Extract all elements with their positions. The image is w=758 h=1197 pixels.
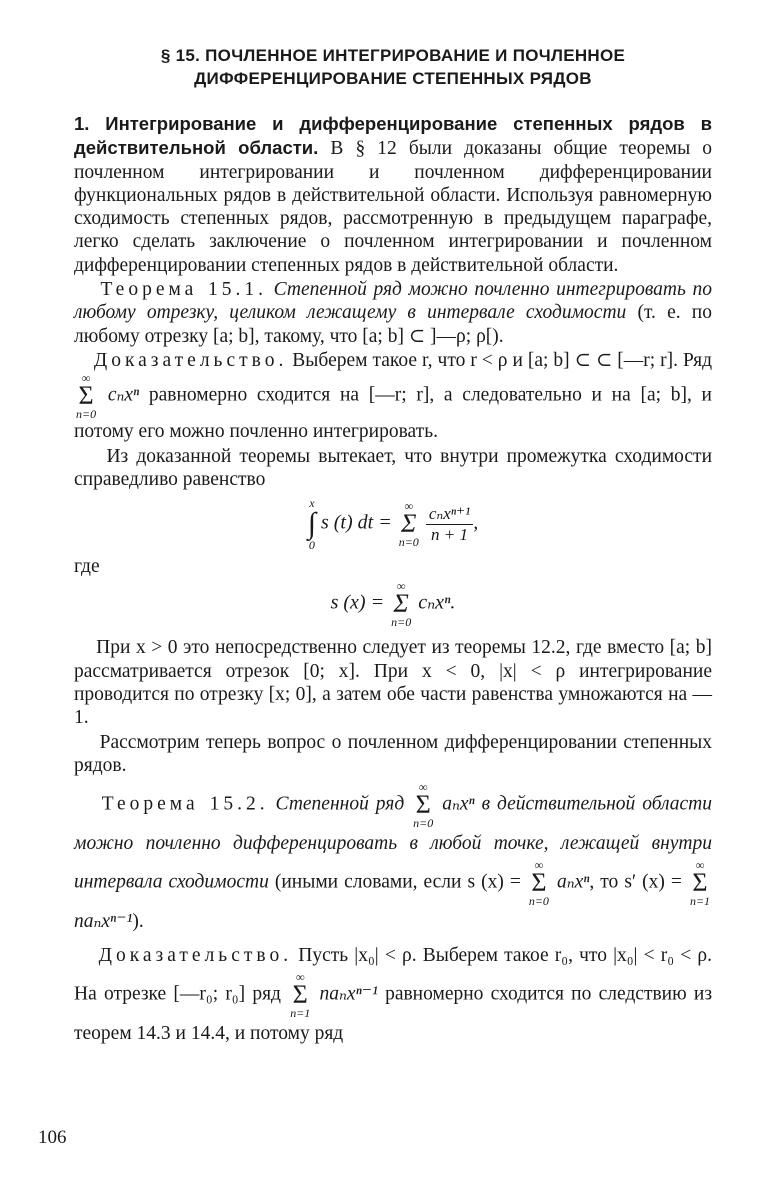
paragraph-section1 xyxy=(74,112,712,277)
formula-sx: s (x) = ∞ Σ n=0 cₙxⁿ. xyxy=(330,579,456,630)
theorem-15-2: Теорема 15.2. Степенной ряд ∞ Σ n=0 aₙxⁿ в действительной области можно почленно дифференцировать в любой точке, лежащей внутри интервала сходимости (иными словами, если s (x) = ∞ Σ n=0 aₙxⁿ, то s′ (x) = ∞ Σ n=1 naₙxⁿ⁻¹). xyxy=(74,780,713,933)
section1-text: В § 12 были доказаны общие теоремы о почленном интегрировании и почленном дифференцировании функциональных рядов в действительной области. Используя равномерную сходимость степенных рядов, рассмотренную в предыдущем параграфе, легко сделать заключение о почленном интегрировании и почленном дифференцировании степенных рядов в действительной области. xyxy=(74,138,712,276)
integral-sign: x ∫ 0 xyxy=(307,496,316,553)
proof2-label: Доказательство. xyxy=(98,945,293,967)
sum-sign: ∞ Σ n=1 xyxy=(689,858,711,909)
proof1-text3: равномерно сходится на [—r; r], а следовательно и на [a; b], и потому его можно почленно интегрировать. xyxy=(74,384,712,443)
section1-title: 1. Интегрирование и дифференцирование степенных рядов в действительной области. xyxy=(74,113,712,159)
sum-sign: ∞ Σ n=0 xyxy=(391,579,412,630)
sum-sign: ∞ Σ n=0 xyxy=(413,780,434,831)
paragraph-consequence: Из доказанной теоремы вытекает, что внутри промежутка сходимости справедливо равенство xyxy=(74,445,713,490)
theorem-15-1 xyxy=(74,278,712,348)
page-number: 106 xyxy=(38,1127,67,1148)
proof1-label: Доказательство. xyxy=(93,349,288,371)
page-body xyxy=(74,44,712,1049)
heading-line-2: ДИФФЕРЕНЦИРОВАНИЕ СТЕПЕННЫХ РЯДОВ xyxy=(194,69,592,88)
heading-line-1: § 15. ПОЧЛЕННОЕ ИНТЕГРИРОВАНИЕ И ПОЧЛЕННОЕ xyxy=(160,46,626,65)
fraction: $\frac{\text{cₙxⁿ⁺¹}}{n + 1}$ xyxy=(426,504,473,545)
paragraph-differentiation: Рассмотрим теперь вопрос о почленном дифференцировании степенных рядов. xyxy=(74,731,713,776)
theorem1-label: Теорема 15.1. xyxy=(100,279,267,301)
proof1-text1: Выберем такое r, что r < ρ и [a; b] ⊂ xyxy=(287,349,591,371)
proof-2: Доказательство. Пусть |x₀| < ρ. Выберем такое r₀, что |x₀| < r₀ < ρ. На отрезке [—r₀; r₀] ряд ∞ Σ n=1 naₙxⁿ⁻¹ равномерно сходится по следствию из теорем 14.3 и 14.4, и потому ряд xyxy=(74,945,713,1045)
proof1-text2: ⊂ [—r; r]. Ряд xyxy=(595,349,713,371)
theorem1-tail: (т. е. по любому отрезку [a; b], такому, что [a; b] ⊂ ]—ρ; ρ[). xyxy=(74,302,712,347)
theorem2-label: Теорема 15.2. xyxy=(101,793,269,815)
sum-sign: ∞ Σ n=1 xyxy=(290,970,311,1021)
sum-sign: ∞ Σ n=0 xyxy=(528,858,549,909)
formula-integral: x ∫ 0 s (t) dt = ∞ Σ n=0 $\frac{\text{cₙxⁿ⁺¹}}{n + 1}$ , xyxy=(307,496,479,553)
sum-sign: ∞ Σ n=0 xyxy=(76,371,97,422)
proof1-term: cₙxⁿ xyxy=(107,384,140,406)
theorem1-statement: Степенной ряд можно почленно интегрировать по любому отрезку, целиком лежащему в интервале сходимости xyxy=(74,279,713,324)
paragraph-where: где xyxy=(74,556,100,578)
sum-sign: ∞ Σ n=0 xyxy=(398,499,419,550)
section-heading xyxy=(74,44,712,90)
paragraph-x-cases: При x > 0 это непосредственно следует из теоремы 12.2, где вместо [a; b] рассматривается отрезок [0; x]. При x < 0, |x| < ρ интегрирование проводится по отрезку [x; 0], а затем обе части равенства умножаются на —1. xyxy=(74,637,712,729)
proof-1 xyxy=(74,349,712,444)
